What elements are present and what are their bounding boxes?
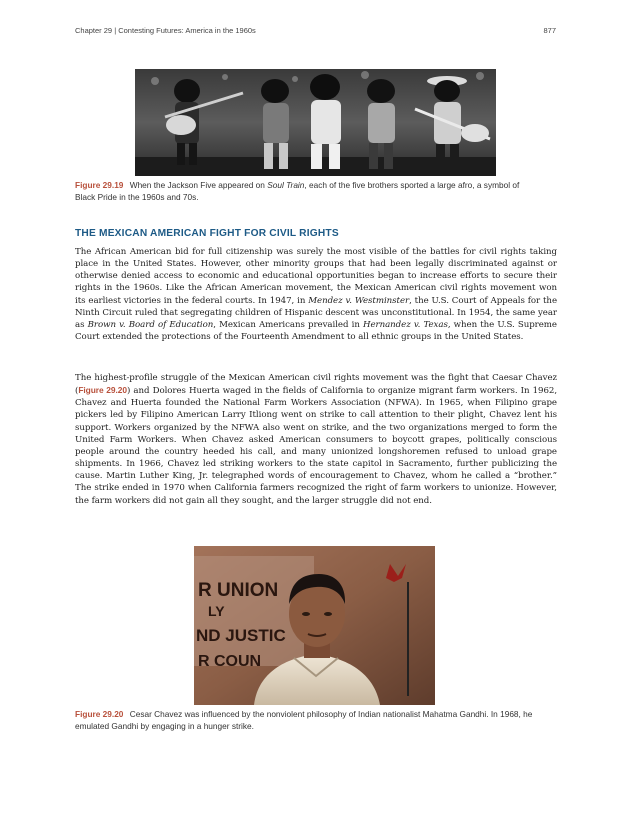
sign-text-3: ND JUSTIC [196, 626, 286, 645]
text-run: , when the U.S. Supreme Court extended the protections of the Fourteenth Amendment to all ethnic groups in the United States. [75, 319, 557, 343]
figure-29-20-link[interactable]: Figure 29.20 [78, 385, 128, 396]
case-name: Hernandez v. Texas [362, 319, 448, 330]
page-number: 877 [543, 26, 556, 35]
caption-italic: Soul Train [267, 180, 305, 190]
caption-text: Cesar Chavez was influenced by the nonviolent philosophy of Indian nationalist Mahatma Gandhi. In 1968, he emulated Gandhi by engaging in a hunger strike. [75, 709, 533, 731]
case-name: Brown v. Board of Education [87, 319, 214, 330]
sign-text-2: LY [208, 603, 225, 619]
chapter-title: Chapter 29 | Contesting Futures: America in the 1960s [75, 26, 256, 35]
figure-29-20-caption [75, 709, 560, 732]
text-run: ) and Dolores Huerta waged in the fields of California to organize migrant farm workers. In 1962, Chavez and Huerta founded the National Farm Workers Association (NFWA). In 1965, when Filipino grape pickers led by Filipino American Larry Itliong went on strike to call attention to their plight, Chavez lent his support. Workers organized by the NFWA also went on strike, and the two organizations merged to form the United Farm Workers. When Chavez asked American consumers to boycott grapes, politically conscious people around the country heeded his call, and many unionized longshoremen refused to unload grape shipments. In 1966, Chavez led striking workers to the state capitol in Sacramento, further publicizing the cause. Martin Luther King, Jr. telegraphed words of encouragement to Chavez, whom he called a “brother.” The strike ended in 1970 when California farmers recognized the right of farm workers to unionize. However, the farm workers did not gain all they sought, and the larger struggle did not end. [75, 386, 558, 506]
figure-label: Figure 29.20 [75, 709, 124, 719]
cesar-chavez-photo [194, 546, 435, 705]
text-run: , the U.S. Court of Appeals for the Ninth Circuit ruled that segregating children of Hispanic descent was unconstitutional. In 1954, the same year as [75, 295, 557, 330]
text-run: The highest-profile struggle of the Mexican American civil rights movement was the fight that Caesar Chavez ( [75, 373, 557, 397]
running-header [75, 26, 556, 38]
paragraph-2 [75, 372, 557, 507]
paragraph-1 [75, 246, 557, 343]
text-run: , Mexican Americans prevailed in [213, 319, 363, 330]
caption-text: When the Jackson Five appeared on [129, 180, 268, 190]
sign-text-4: R COUN [198, 653, 262, 670]
figure-label: Figure 29.19 [75, 180, 124, 190]
figure-29-19-caption [75, 180, 535, 203]
caption-text-end: , each of the five brothers sported a large afro, a symbol of Black Pride in the 1960s and 70s. [75, 180, 520, 202]
case-name: Mendez v. Westminster [308, 295, 410, 306]
text-run: The African American bid for full citizenship was surely the most visible of the battles for civil rights taking place in the United States. However, other minority groups that had been legally discriminated against or otherwise denied access to economic and educational opportunities began to increase efforts to secure their rights in the 1960s. Like the African American movement, the Mexican American civil rights movement won its earliest victories in the federal courts. In 1947, in [75, 247, 557, 306]
section-title: THE MEXICAN AMERICAN FIGHT FOR CIVIL RIGHTS [75, 228, 339, 239]
sign-text-1: R UNION [198, 580, 279, 601]
jackson-five-photo [135, 69, 496, 176]
